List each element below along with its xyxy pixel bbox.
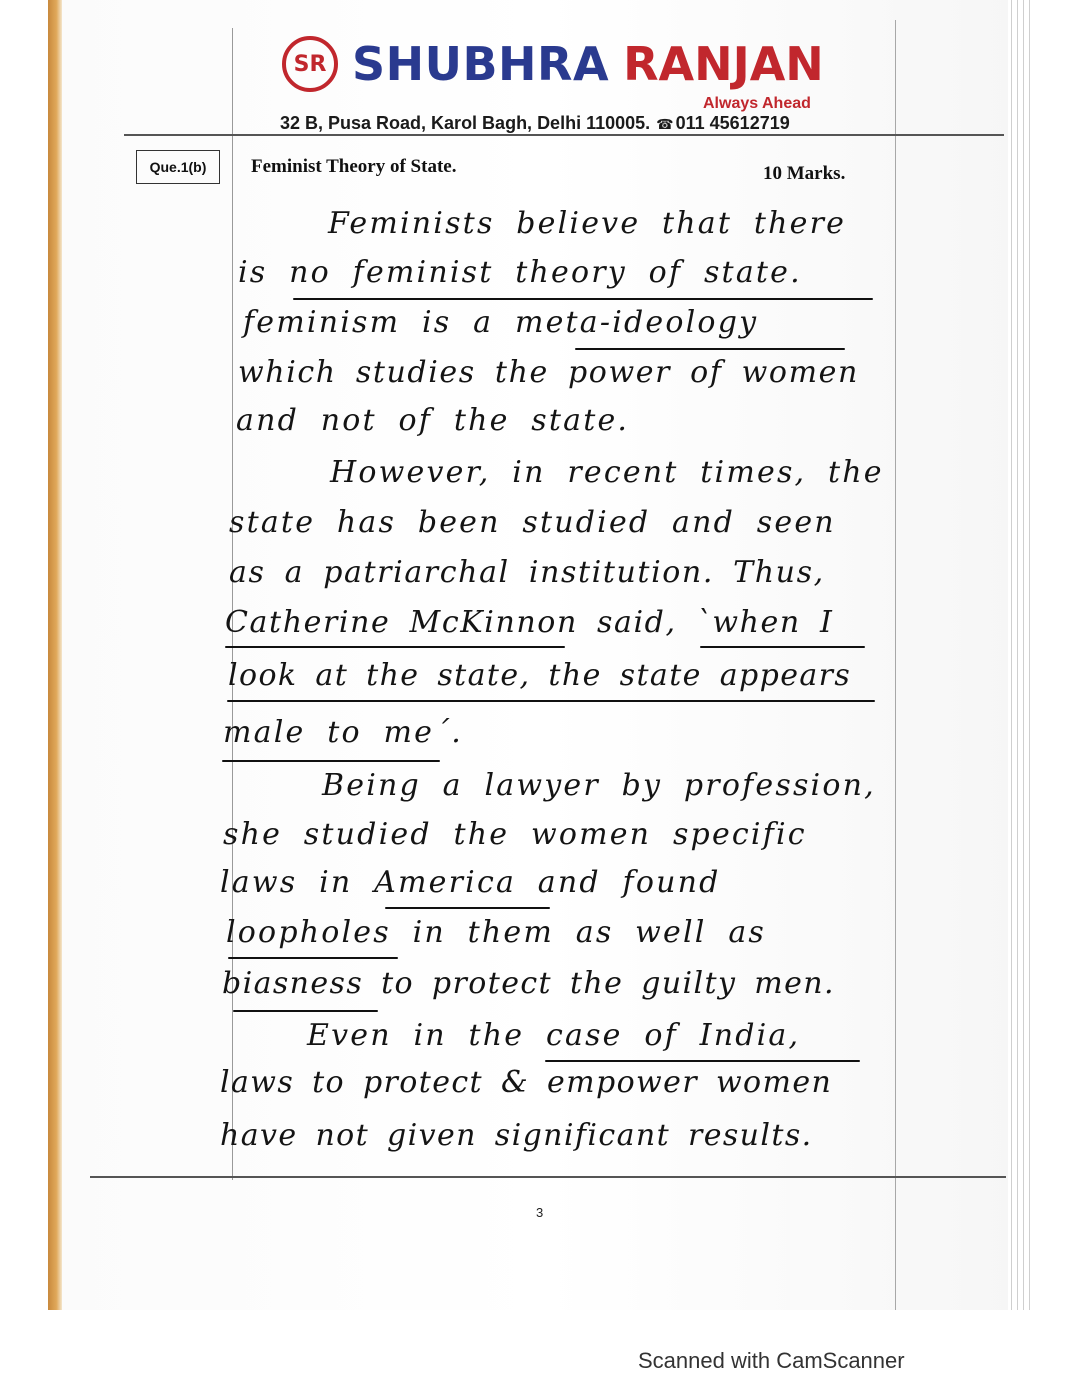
answer-line: Even in the case of India, (307, 1018, 801, 1053)
page-stack-edge (1008, 0, 1032, 1310)
answer-line: as a patriarchal institution. Thus, (229, 555, 825, 590)
underline-stroke (225, 646, 565, 648)
answer-line: Catherine McKinnon said, `when I (225, 605, 834, 640)
question-title: Feminist Theory of State. (251, 156, 457, 177)
underline-stroke (233, 1010, 378, 1012)
answer-sheet (62, 0, 1030, 1310)
telephone-icon: ☎ (656, 117, 674, 133)
right-margin-line (895, 20, 896, 1310)
phone-number: 011 45612719 (675, 113, 790, 133)
question-marks: 10 Marks. (763, 163, 846, 184)
underline-stroke (227, 700, 875, 702)
left-margin-line (232, 28, 233, 1180)
answer-line: she studied the women specific (223, 817, 807, 852)
table-edge (48, 0, 62, 1310)
answer-line: and not of the state. (236, 403, 630, 438)
underline-stroke (293, 298, 873, 300)
brand-name-first: SHUBHRA (352, 37, 610, 91)
underline-stroke (228, 957, 398, 959)
header-divider (124, 134, 1004, 136)
answer-line: loopholes in them as well as (226, 915, 767, 950)
underline-stroke (700, 646, 865, 648)
answer-line: is no feminist theory of state. (238, 255, 802, 290)
answer-line: laws to protect & empower women (220, 1065, 833, 1100)
scanner-watermark: Scanned with CamScanner (638, 1348, 905, 1373)
underline-stroke (385, 907, 550, 909)
question-number: Que.1(b) (136, 150, 220, 184)
sr-logo-icon: SR (282, 36, 338, 92)
answer-line: Feminists believe that there (328, 206, 847, 241)
answer-line: have not given significant results. (220, 1118, 813, 1153)
viewer-margin-right (1032, 0, 1080, 1386)
answer-line: state has been studied and seen (229, 505, 836, 540)
underline-stroke (222, 760, 440, 762)
viewer-margin-left (0, 0, 48, 1386)
answer-line: laws in America and found (220, 865, 721, 900)
answer-line: Being a lawyer by profession, (322, 768, 876, 803)
underline-stroke (575, 348, 845, 350)
institute-logo (282, 34, 824, 94)
answer-line: male to me´. (223, 715, 464, 750)
page-number: 3 (536, 1205, 544, 1220)
address-text: 32 B, Pusa Road, Karol Bagh, Delhi 110005. (280, 113, 651, 133)
answer-line: However, in recent times, the (330, 455, 884, 490)
brand-name-second: RANJAN (623, 37, 824, 91)
address-line (280, 113, 790, 134)
underline-stroke (545, 1060, 860, 1062)
answer-line: biasness to protect the guilty men. (222, 966, 835, 1001)
answer-line: look at the state, the state appears (228, 658, 852, 693)
answer-line: feminism is a meta-ideology (243, 305, 759, 340)
footer-divider (90, 1176, 1006, 1178)
answer-line: which studies the power of women (238, 355, 859, 390)
brand-tagline: Always Ahead (703, 95, 811, 112)
